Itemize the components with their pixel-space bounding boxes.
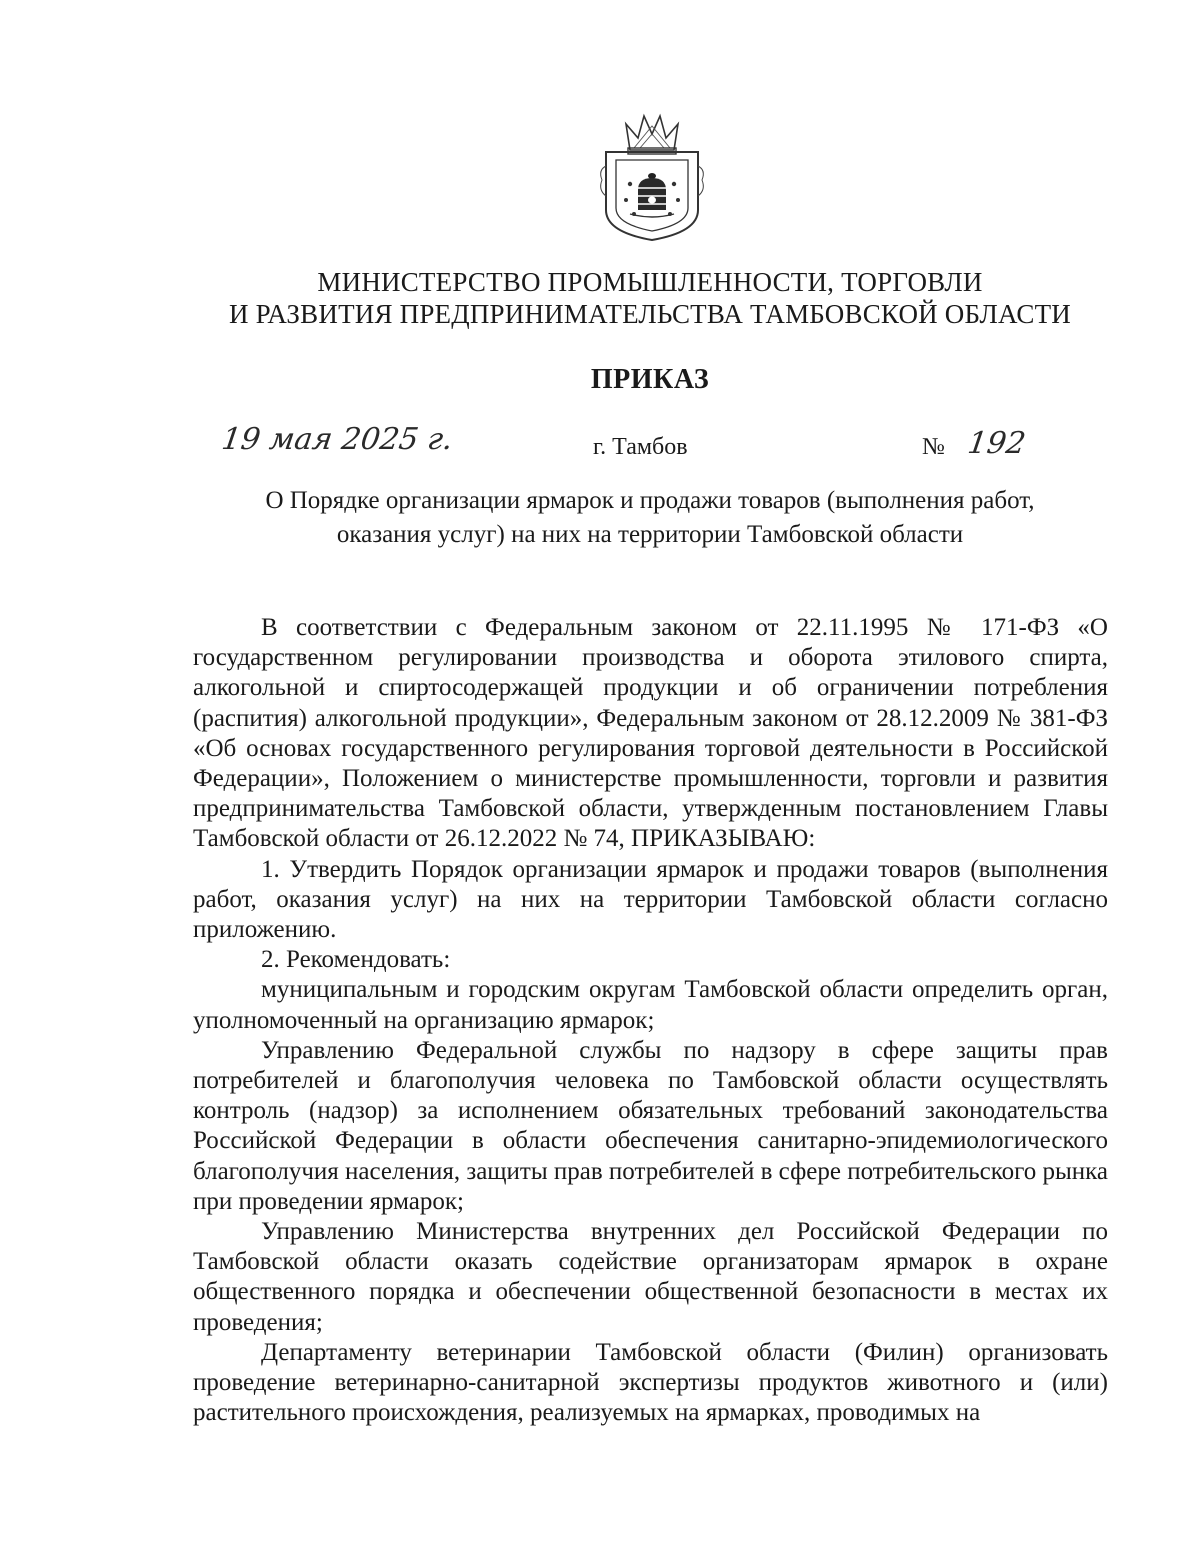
number-label: № <box>922 434 945 460</box>
subject-line-2: оказания услуг) на них на территории Тамбовской области <box>336 521 964 548</box>
body-paragraph-veterinary: Департаменту ветеринарии Тамбовской области (Филин) организовать проведение ветеринарно-санитарной экспертизы продуктов животного и (или) растительного происхождения, реализуемых на ярмарках, проводимых на <box>193 1338 1108 1427</box>
coat-of-arms-icon <box>596 110 708 242</box>
body-paragraph-preamble: В соответствии с Федеральным законом от 22.11.1995 № 171-ФЗ «О государственном регулировании производства и оборота этилового спирта, алкогольной и спиртосодержащей продукции и об ограничении потребления (распития) алкогольной продукции», Федеральным законом от 28.12.2009 № 381-ФЗ «Об основах государственного регулирования торговой деятельности в Российской Федерации», Положением о министерстве промышленности, торговли и развития предпринимательства Тамбовской области, утвержденным постановлением Главы Тамбовской области от 26.12.2022 № 74, ПРИКАЗЫВАЮ: <box>193 614 1108 853</box>
body-paragraph-municipalities: муниципальным и городским округам Тамбовской области определить орган, уполномоченный на организацию ярмарок; <box>193 976 1108 1034</box>
handwritten-date: 19 мая 2025 г. <box>219 422 455 457</box>
subject-line-1: О Порядке организации ярмарок и продажи товаров (выполнения работ, <box>265 487 1035 514</box>
document-type-title: ПРИКАЗ <box>590 364 710 395</box>
ministry-name-line-2: И РАЗВИТИЯ ПРЕДПРИНИМАТЕЛЬСТВА ТАМБОВСКОЙ ОБЛАСТИ <box>229 299 1071 329</box>
document-city: г. Тамбов <box>593 434 688 460</box>
document-body <box>193 613 1108 1428</box>
handwritten-number: 192 <box>965 426 1028 461</box>
body-paragraph-item-1: 1. Утвердить Порядок организации ярмарок и продажи товаров (выполнения работ, оказания услуг) на них на территории Тамбовской области согласно приложению. <box>193 855 1108 944</box>
document-subject <box>0 484 1200 552</box>
ministry-name <box>0 266 1200 330</box>
body-paragraph-rospotrebnadzor: Управлению Федеральной службы по надзору в сфере защиты прав потребителей и благополучия человека по Тамбовской области осуществлять контроль (надзор) за исполнением обязательных требований законодательства Российской Федерации в области обеспечения санитарно-эпидемиологического благополучия населения, защиты прав потребителей в сфере потребительского рынка при проведении ярмарок; <box>193 1036 1108 1215</box>
ministry-name-line-1: МИНИСТЕРСТВО ПРОМЫШЛЕННОСТИ, ТОРГОВЛИ <box>317 267 983 297</box>
body-paragraph-item-2: 2. Рекомендовать: <box>261 946 451 974</box>
body-paragraph-mvd: Управлению Министерства внутренних дел Российской Федерации по Тамбовской области оказать содействие организаторам ярмарок в охране общественного порядка и обеспечении общественной безопасности в местах их проведения; <box>193 1218 1108 1336</box>
